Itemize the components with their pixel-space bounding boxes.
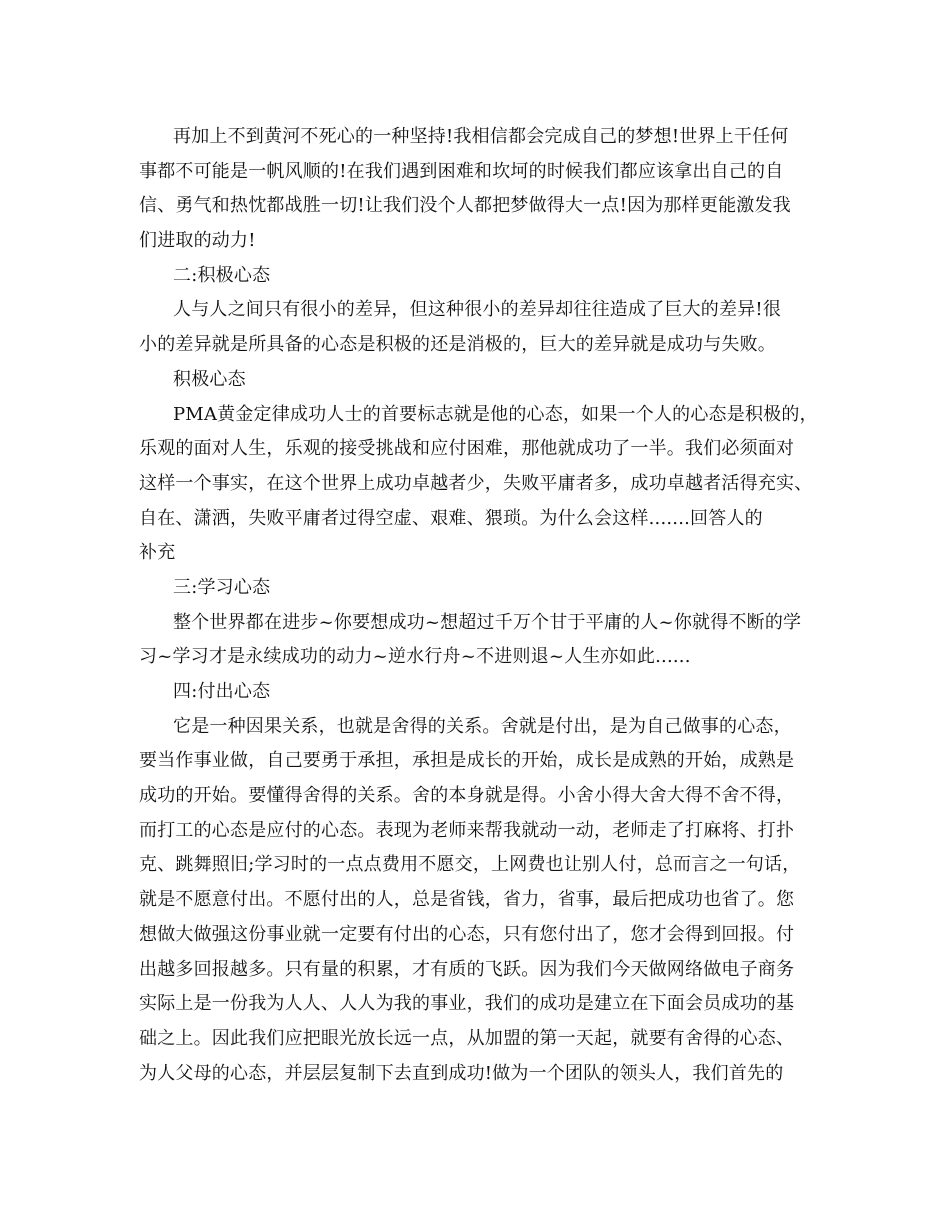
document-page — [139, 120, 829, 1091]
paragraph-line: 补充 — [139, 542, 176, 564]
paragraph-line: 础之上。因此我们应把眼光放长远一点，从加盟的第一天起，就要有舍得的心态、 — [139, 1027, 795, 1049]
section-heading: 四:付出心态 — [173, 681, 271, 702]
paragraph-line: 整个世界都在进步~你要想成功~想超过千万个甘于平庸的人~你就得不断的学 — [173, 611, 802, 633]
paragraph-line: 而打工的心态是应付的心态。表现为老师来帮我就动一动，老师走了打麻将、打扑 — [139, 819, 795, 841]
section-heading: 三:学习心态 — [173, 576, 271, 598]
paragraph-line: 克、跳舞照旧;学习时的一点点费用不愿交，上网费也让别人付，总而言之一句话， — [139, 854, 801, 876]
document-body — [139, 120, 829, 1091]
paragraph-line: 实际上是一份我为人人、人人为我的事业，我们的成功是建立在下面会员成功的基 — [139, 993, 795, 1015]
paragraph-line: 小的差异就是所具备的心态是积极的还是消极的，巨大的差异就是成功与失败。 — [139, 334, 776, 356]
paragraph-line: 人与人之间只有很小的差异，但这种很小的差异却往往造成了巨大的差异!很 — [173, 299, 782, 321]
paragraph-line: 事都不可能是一帆风顺的!在我们遇到困难和坎坷的时候我们都应该拿出自己的自 — [139, 160, 784, 182]
paragraph-line: 信、勇气和热忱都战胜一切!让我们没个人都把梦做得大一点!因为那样更能激发我 — [139, 195, 791, 217]
paragraph-line: PMA黄金定律成功人士的首要标志就是他的心态，如果一个人的心态是积极的， — [173, 403, 818, 425]
paragraph-line: 就是不愿意付出。不愿付出的人，总是省钱，省力，省事，最后把成功也省了。您 — [139, 889, 795, 911]
section-heading: 二:积极心态 — [173, 264, 271, 286]
section-heading: 积极心态 — [173, 368, 246, 390]
paragraph-line: 习~学习才是永续成功的动力~逆水行舟~不进则退~人生亦如此...... — [139, 646, 691, 668]
paragraph-line: 想做大做强这份事业就一定要有付出的心态，只有您付出了，您才会得到回报。付 — [139, 923, 795, 945]
paragraph-line: 为人父母的心态，并层层复制下去直到成功!做为一个团队的领头人，我们首先的 — [139, 1062, 784, 1084]
paragraph-line: 成功的开始。要懂得舍得的关系。舍的本身就是得。小舍小得大舍大得不舍不得， — [139, 785, 795, 807]
paragraph-line: 再加上不到黄河不死心的一种坚持!我相信都会完成自己的梦想!世界上干任何 — [173, 126, 789, 147]
paragraph-line: 们进取的动力! — [139, 230, 256, 252]
paragraph-line: 自在、潇洒，失败平庸者过得空虚、艰难、猥琐。为什么会这样.......回答人的 — [139, 507, 763, 529]
paragraph-line: 这样一个事实，在这个世界上成功卓越者少，失败平庸者多，成功卓越者活得充实、 — [139, 472, 813, 494]
paragraph-line: 乐观的面对人生，乐观的接受挑战和应付困难，那他就成功了一半。我们必须面对 — [139, 438, 795, 460]
paragraph-line: 它是一种因果关系，也就是舍得的关系。舍就是付出，是为自己做事的心态， — [173, 715, 792, 737]
paragraph-line: 要当作事业做，自己要勇于承担，承担是成长的开始，成长是成熟的开始，成熟是 — [139, 750, 795, 772]
paragraph-line: 出越多回报越多。只有量的积累，才有质的飞跃。因为我们今天做网络做电子商务 — [139, 958, 795, 980]
